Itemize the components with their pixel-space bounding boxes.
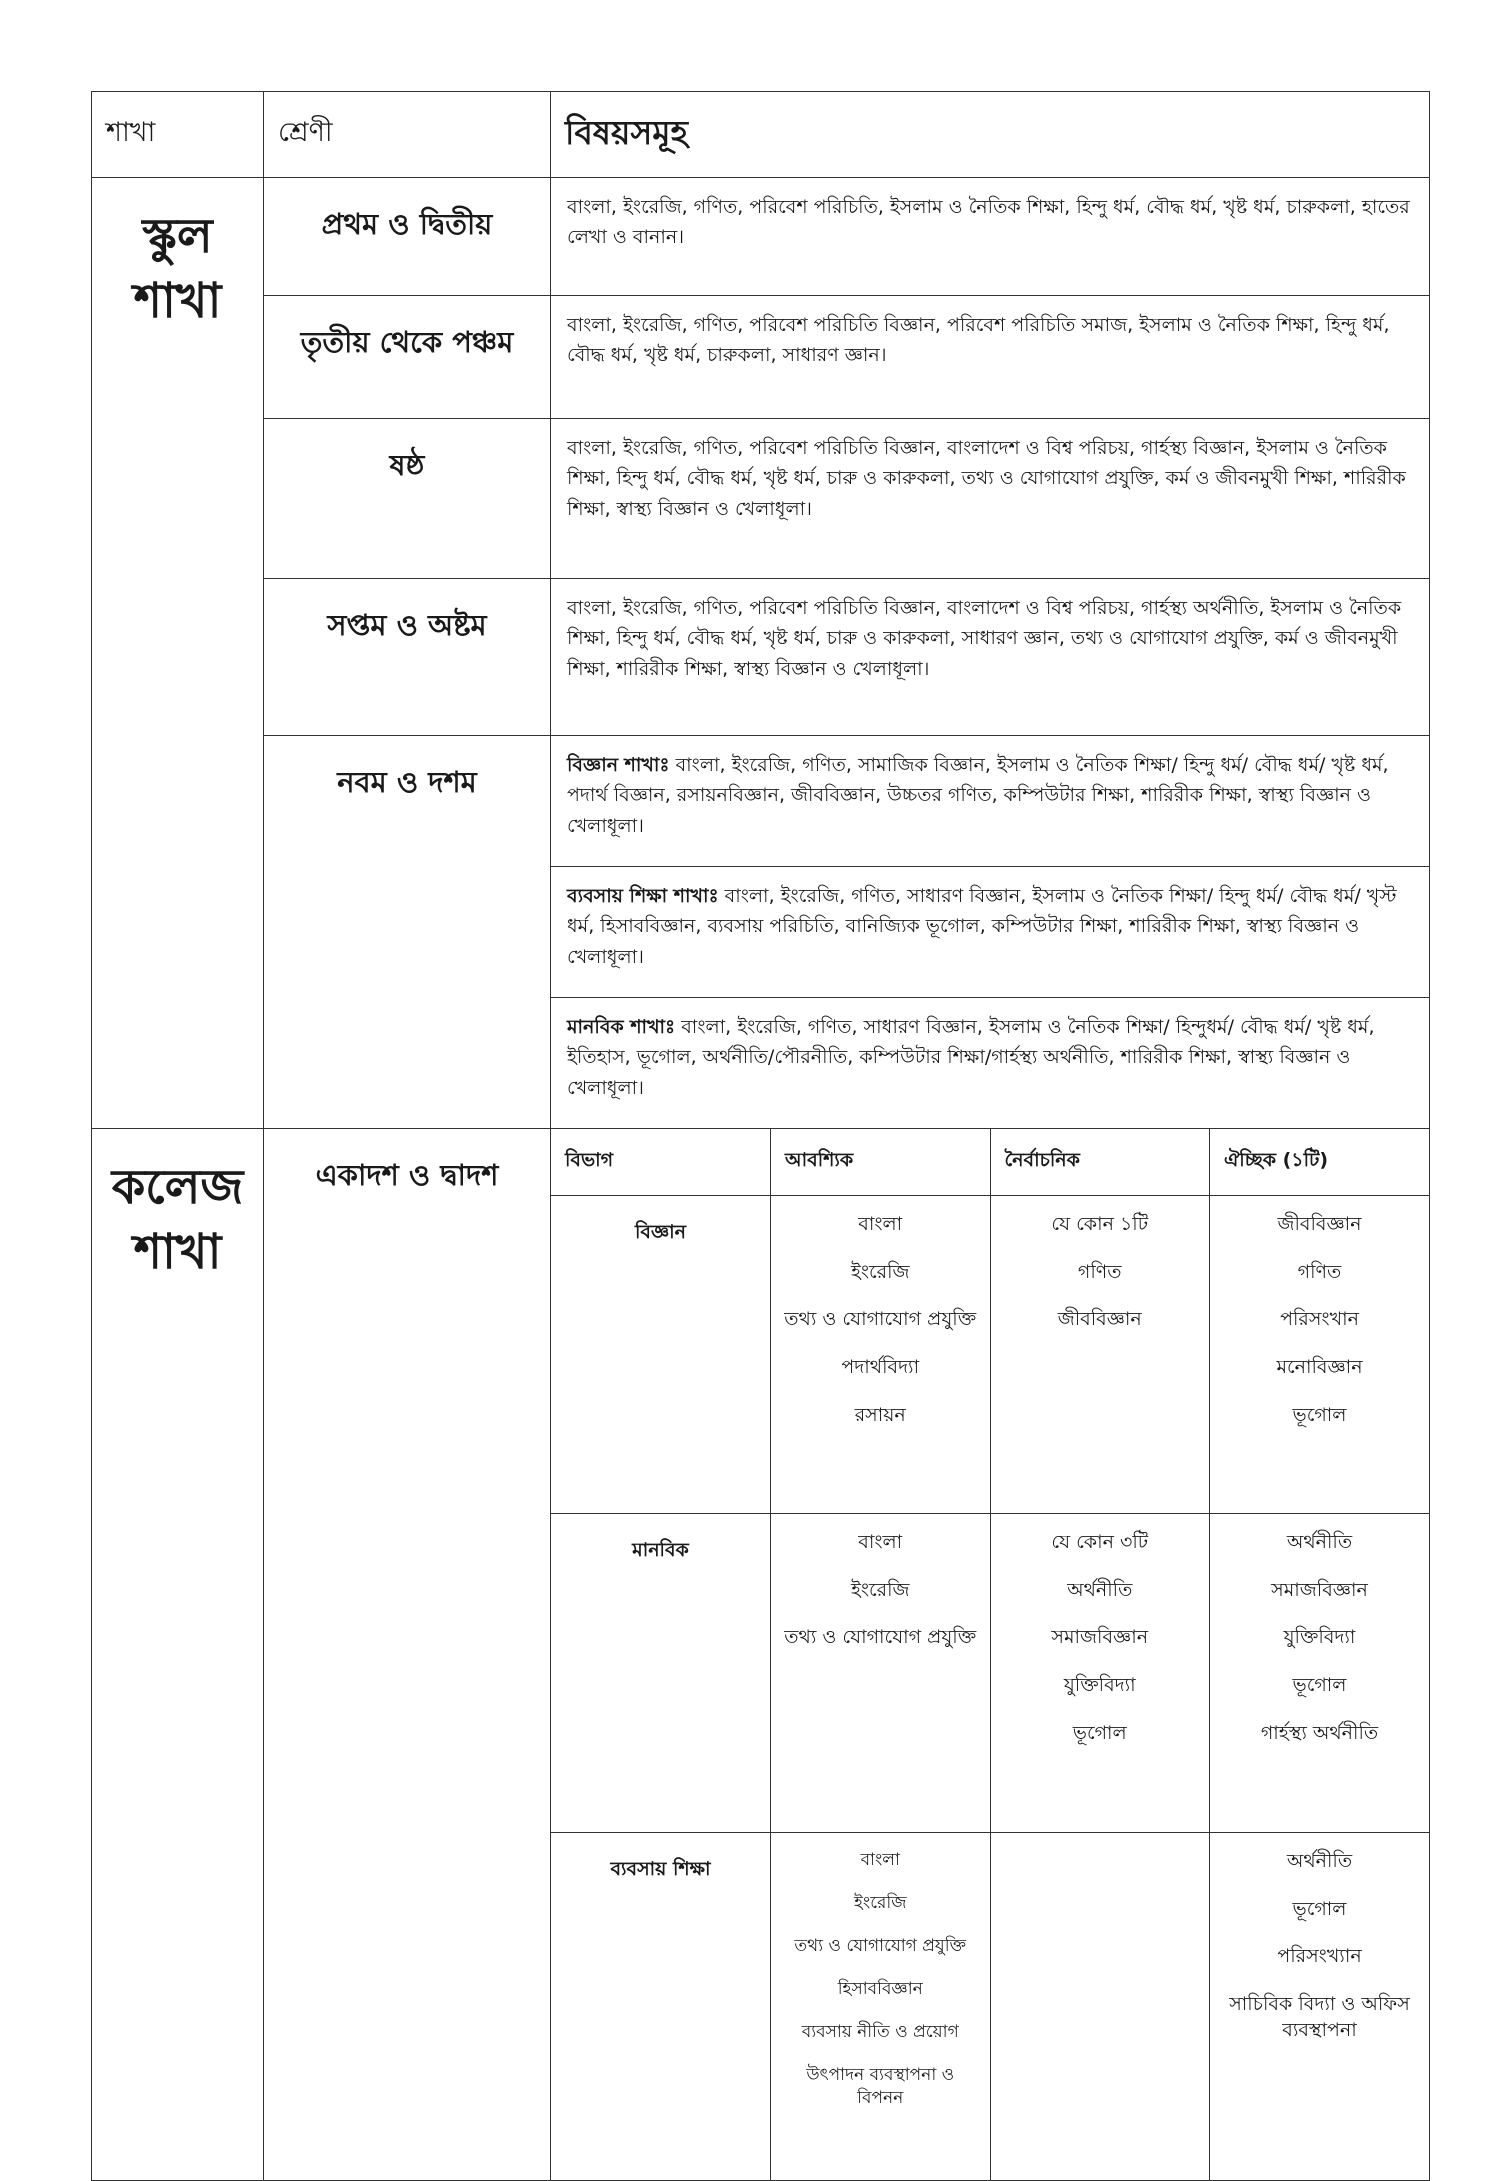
subject-item: যুক্তিবিদ্যা <box>1283 1626 1356 1649</box>
college-subjects-table <box>551 1129 1429 2180</box>
subject-item: বাংলা <box>858 1213 903 1235</box>
subject-item: জীববিজ্ঞান <box>1057 1308 1142 1331</box>
subjects-text: বাংলা, ইংরেজি, গণিত, পরিবেশ পরিচিতি বিজ্ঞান, পরিবেশ পরিচিতি সমাজ, ইসলাম ও নৈতিক শিক্ষা, হিন্দু ধর্ম, বৌদ্ধ ধর্ম, খৃষ্ট ধর্ম, চারুকলা, সাধারণ জ্ঞান। <box>551 296 1430 419</box>
compulsory-list <box>771 1514 991 1833</box>
subject-item: ইংরেজি <box>850 1578 910 1601</box>
subject-item: সাচিবিক বিদ্যা ও অফিস ব্যবস্থাপনা <box>1229 1992 1410 2041</box>
subject-item: অর্থনীতি <box>1286 1850 1353 1872</box>
subject-item: তথ্য ও যোগাযোগ প্রযুক্তি <box>794 1935 967 1956</box>
school-row-2 <box>92 296 1430 419</box>
class-label: নবম ও দশম <box>264 736 551 1129</box>
dept-name: বিজ্ঞান <box>551 1196 771 1514</box>
college-branch-cell <box>92 1129 264 2181</box>
subject-item: জীববিজ্ঞান <box>1277 1213 1362 1235</box>
business-stream-text: বাংলা, ইংরেজি, গণিত, সাধারণ বিজ্ঞান, ইসলাম ও নৈতিক শিক্ষা/ হিন্দু ধর্ম/ বৌদ্ধ ধর্ম/ খৃস্ট ধর্ম, হিসাববিজ্ঞান, ব্যবসায় পরিচিতি, বানিজ্যিক ভূগোল, কম্পিউটার শিক্ষা, শারিরীক শিক্ষা, স্বাস্থ্য বিজ্ঞান ও খেলাধূলা। <box>567 885 1397 968</box>
subject-item: বাংলা <box>858 1531 903 1553</box>
class-label: সপ্তম ও অষ্টম <box>264 579 551 736</box>
subject-item: যুক্তিবিদ্যা <box>1063 1673 1136 1696</box>
school-row-3 <box>92 419 1430 579</box>
subjects-text: বাংলা, ইংরেজি, গণিত, পরিবেশ পরিচিতি বিজ্ঞান, বাংলাদেশ ও বিশ্ব পরিচয়, গার্হস্থ্য বিজ্ঞান, ইসলাম ও নৈতিক শিক্ষা, হিন্দু ধর্ম, বৌদ্ধ ধর্ম, খৃষ্ট ধর্ম, চারু ও কারুকলা, তথ্য ও যোগাযোগ প্রযুক্তি, কর্ম ও জীবনমুখী শিক্ষা, শারিরীক শিক্ষা, স্বাস্থ্য বিজ্ঞান ও খেলাধূলা। <box>551 419 1430 579</box>
subject-item: গণিত <box>1077 1260 1122 1283</box>
humanities-stream-text: বাংলা, ইংরেজি, গণিত, সাধারণ বিজ্ঞান, ইসলাম ও নৈতিক শিক্ষা/ হিন্দুধর্ম/ বৌদ্ধ ধর্ম/ খৃষ্ট ধর্ম, ইতিহাস, ভূগোল, অর্থনীতি/পৌরনীতি, কম্পিউটার শিক্ষা/গার্হস্থ্য অর্থনীতি, শারিরীক শিক্ষা, স্বাস্থ্য বিজ্ঞান ও খেলাধূলা। <box>567 1016 1375 1099</box>
curriculum-table <box>91 91 1430 2181</box>
school-row-5-science <box>92 736 1430 867</box>
compulsory-list <box>771 1196 991 1514</box>
subject-item: যে কোন ১টি <box>1051 1213 1149 1235</box>
subject-item: তথ্য ও যোগাযোগ প্রযুক্তি <box>784 1308 977 1331</box>
business-stream-label: ব্যবসায় শিক্ষা শাখাঃ <box>567 885 719 907</box>
optional-list <box>1210 1196 1430 1514</box>
compulsory-list <box>771 1833 991 2181</box>
school-row-4 <box>92 579 1430 736</box>
dept-name: ব্যবসায় শিক্ষা <box>551 1833 771 2181</box>
subject-item: ব্যবসায় নীতি ও প্রয়োগ <box>801 2021 959 2042</box>
subject-item: বাংলা <box>860 1850 900 1870</box>
college-row <box>92 1129 1430 2181</box>
subject-item: পদার্থবিদ্যা <box>841 1355 920 1378</box>
curriculum-table-page <box>91 91 1429 2108</box>
subject-item: সমাজবিজ্ঞান <box>1051 1626 1149 1649</box>
optional-list <box>1210 1833 1430 2181</box>
optional-list <box>1210 1514 1430 1833</box>
col-compulsory: আবশ্যিক <box>771 1129 991 1196</box>
class-label: প্রথম ও দ্বিতীয় <box>264 178 551 296</box>
subject-item: যে কোন ৩টি <box>1051 1531 1149 1553</box>
selective-list <box>990 1833 1210 2181</box>
school-row-1 <box>92 178 1430 296</box>
class-label: একাদশ ও দ্বাদশ <box>264 1129 551 2181</box>
header-row <box>92 92 1430 178</box>
college-header-row <box>551 1129 1429 1196</box>
subject-item: হিসাববিজ্ঞান <box>837 1978 923 1999</box>
college-branch-line2: শাখা <box>133 1223 222 1280</box>
col-dept: বিভাগ <box>551 1129 771 1196</box>
college-branch-line1: কলেজ <box>111 1159 244 1215</box>
header-branch: শাখা <box>92 92 264 178</box>
subject-item: সমাজবিজ্ঞান <box>1271 1578 1368 1601</box>
subject-item: অর্থনীতি <box>1067 1578 1133 1601</box>
humanities-stream-subjects <box>551 998 1430 1129</box>
subject-item: ভূগোল <box>1072 1721 1127 1744</box>
dept-row-humanities <box>551 1514 1429 1833</box>
subject-item: ভূগোল <box>1292 1897 1347 1920</box>
selective-list <box>990 1196 1210 1514</box>
subject-item: ইংরেজি <box>854 1892 907 1913</box>
class-label: ষষ্ঠ <box>264 419 551 579</box>
business-stream-subjects <box>551 867 1430 998</box>
selective-list <box>990 1514 1210 1833</box>
school-branch-line2: শাখা <box>133 272 222 329</box>
subject-item: অর্থনীতি <box>1286 1531 1353 1553</box>
subject-item: ভূগোল <box>1292 1403 1347 1426</box>
subjects-text: বাংলা, ইংরেজি, গণিত, পরিবেশ পরিচিতি, ইসলাম ও নৈতিক শিক্ষা, হিন্দু ধর্ম, বৌদ্ধ ধর্ম, খৃষ্ট ধর্ম, চারুকলা, হাতের লেখা ও বানান। <box>551 178 1430 296</box>
school-branch-line1: স্কুল <box>142 208 213 264</box>
header-subjects: বিষয়সমূহ <box>551 92 1430 178</box>
dept-row-business <box>551 1833 1429 2181</box>
college-subjects-cell <box>551 1129 1430 2181</box>
subject-item: ভূগোল <box>1292 1673 1347 1696</box>
subject-item: উৎপাদন ব্যবস্থাপনা ও বিপনন <box>806 2064 955 2108</box>
subject-item: পরিসংখ্যান <box>1277 1945 1362 1968</box>
science-stream-text: বাংলা, ইংরেজি, গণিত, সামাজিক বিজ্ঞান, ইসলাম ও নৈতিক শিক্ষা/ হিন্দু ধর্ম/ বৌদ্ধ ধর্ম/ খৃষ্ট ধর্ম, পদার্থ বিজ্ঞান, রসায়নবিজ্ঞান, জীববিজ্ঞান, উচ্চতর গণিত, কম্পিউটার শিক্ষা, শারিরীক শিক্ষা, স্বাস্থ্য বিজ্ঞান ও খেলাধূলা। <box>567 754 1389 837</box>
science-stream-label: বিজ্ঞান শাখাঃ <box>567 754 670 776</box>
subject-item: পরিসংখান <box>1280 1308 1359 1331</box>
science-stream-subjects <box>551 736 1430 867</box>
subject-item: মনোবিজ্ঞান <box>1276 1355 1363 1378</box>
subjects-text: বাংলা, ইংরেজি, গণিত, পরিবেশ পরিচিতি বিজ্ঞান, বাংলাদেশ ও বিশ্ব পরিচয়, গার্হস্থ্য অর্থনীতি, ইসলাম ও নৈতিক শিক্ষা, হিন্দু ধর্ম, বৌদ্ধ ধর্ম, খৃষ্ট ধর্ম, চারু ও কারুকলা, সাধারণ জ্ঞান, তথ্য ও যোগাযোগ প্রযুক্তি, কর্ম ও জীবনমুখী শিক্ষা, শারিরীক শিক্ষা, স্বাস্থ্য বিজ্ঞান ও খেলাধূলা। <box>551 579 1430 736</box>
subject-item: গার্হস্থ্য অর্থনীতি <box>1260 1721 1379 1744</box>
subject-item: ইংরেজি <box>850 1260 910 1283</box>
class-label: তৃতীয় থেকে পঞ্চম <box>264 296 551 419</box>
subject-item: তথ্য ও যোগাযোগ প্রযুক্তি <box>784 1626 977 1649</box>
subject-item: গণিত <box>1297 1260 1342 1283</box>
subject-item: রসায়ন <box>854 1403 906 1426</box>
col-selective: নৈর্বাচনিক <box>990 1129 1210 1196</box>
school-branch-cell <box>92 178 264 1129</box>
dept-row-science <box>551 1196 1429 1514</box>
humanities-stream-label: মানবিক শাখাঃ <box>567 1016 676 1038</box>
dept-name: মানবিক <box>551 1514 771 1833</box>
col-optional: ঐচ্ছিক (১টি) <box>1210 1129 1430 1196</box>
header-class: শ্রেণী <box>264 92 551 178</box>
